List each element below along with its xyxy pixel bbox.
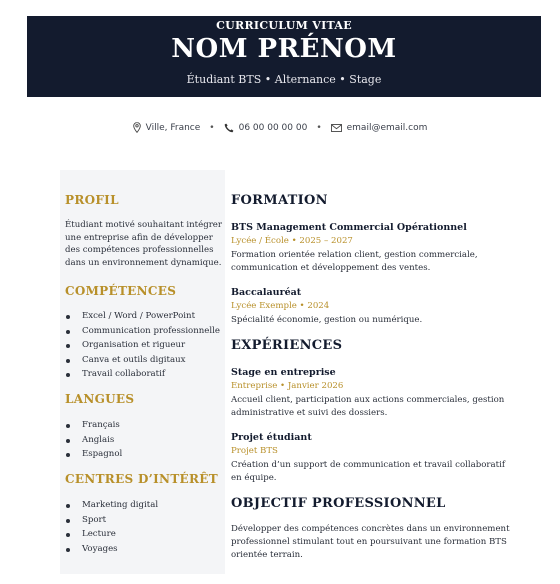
profile-line: dans un environnement dynamique. [65,257,222,268]
description-line: Formation orientée relation client, gestion commerciale, [231,250,478,260]
entry-meta: Entreprise • Janvier 2026 [231,381,344,391]
objective-text [231,523,516,562]
profile-line: une entreprise afin de développer [65,232,213,243]
section-title-skills: COMPÉTENCES [65,284,177,298]
profile-text [65,219,223,269]
contact-phone[interactable] [224,123,308,133]
list-item: Marketing digital [65,498,158,513]
profile-line: Étudiant motivé souhaitant intégrer [65,220,222,230]
entry-meta: Lycée / École • 2025 – 2027 [231,236,353,246]
list-item: Travail collaboratif [65,367,220,382]
description-line: Accueil client, participation aux actions commerciales, gestion [231,395,505,405]
entry-meta: Projet BTS [231,446,278,456]
email-text: email@email.com [346,122,428,133]
location-text: Ville, France [145,122,201,133]
header-subtitle: Étudiant BTS • Alternance • Stage [186,73,382,86]
entry-title: BTS Management Commercial Opérationnel [231,222,467,233]
list-item: Communication professionnelle [65,324,220,339]
description-line: administrative et suivi des dossiers. [231,408,388,418]
phone-icon [224,123,234,133]
entry-title: Baccalauréat [231,287,302,298]
section-title-objective: OBJECTIF PROFESSIONNEL [231,496,446,511]
description-line: Développer des compétences concrètes dans un environnement [231,524,510,534]
section-title-experiences: EXPÉRIENCES [231,338,343,353]
list-item: Sport [65,513,158,528]
description-line: Création d’un support de communication et travail collaboratif [231,460,506,470]
description-line: orientée terrain. [231,550,303,560]
list-item: Excel / Word / PowerPoint [65,309,220,324]
description-line: communication et développement des ventes. [231,263,431,273]
entry-meta: Lycée Exemple • 2024 [231,301,330,311]
list-item: Anglais [65,433,122,448]
entry-description [231,314,516,327]
full-name: NOM PRÉNOM [171,34,397,64]
entry-description [231,394,516,420]
list-item: Canva et outils digitaux [65,353,220,368]
section-title-interests: CENTRES D’INTÉRÊT [65,472,218,486]
envelope-icon [331,124,342,132]
cv-header [27,16,541,97]
list-item: Espagnol [65,447,122,462]
entry-title: Stage en entreprise [231,367,336,378]
description-line: professionnel stimulant tout en poursuivant une formation BTS [231,537,507,547]
skills-list [65,309,220,382]
cv-label: CURRICULUM VITAE [216,19,352,32]
section-title-profile: PROFIL [65,193,119,207]
contact-location [133,122,201,133]
contact-separator: • [316,123,322,133]
list-item: Français [65,418,122,433]
contact-separator: • [209,123,215,133]
section-title-formation: FORMATION [231,193,328,208]
phone-text: 06 00 00 00 00 [238,122,308,133]
description-line: en équipe. [231,473,277,483]
entry-description [231,459,516,485]
entry-title: Projet étudiant [231,432,312,443]
entry-description [231,249,516,275]
list-item: Organisation et rigueur [65,338,220,353]
list-item: Lecture [65,527,158,542]
sidebar [60,170,225,574]
contact-email[interactable] [331,123,428,133]
languages-list [65,418,122,462]
section-title-languages: LANGUES [65,392,135,406]
interests-list [65,498,158,556]
list-item: Voyages [65,542,158,557]
profile-line: des compétences professionnelles [65,245,214,255]
description-line: Spécialité économie, gestion ou numérique. [231,315,423,325]
contact-bar [0,122,560,133]
map-pin-icon [133,122,141,133]
